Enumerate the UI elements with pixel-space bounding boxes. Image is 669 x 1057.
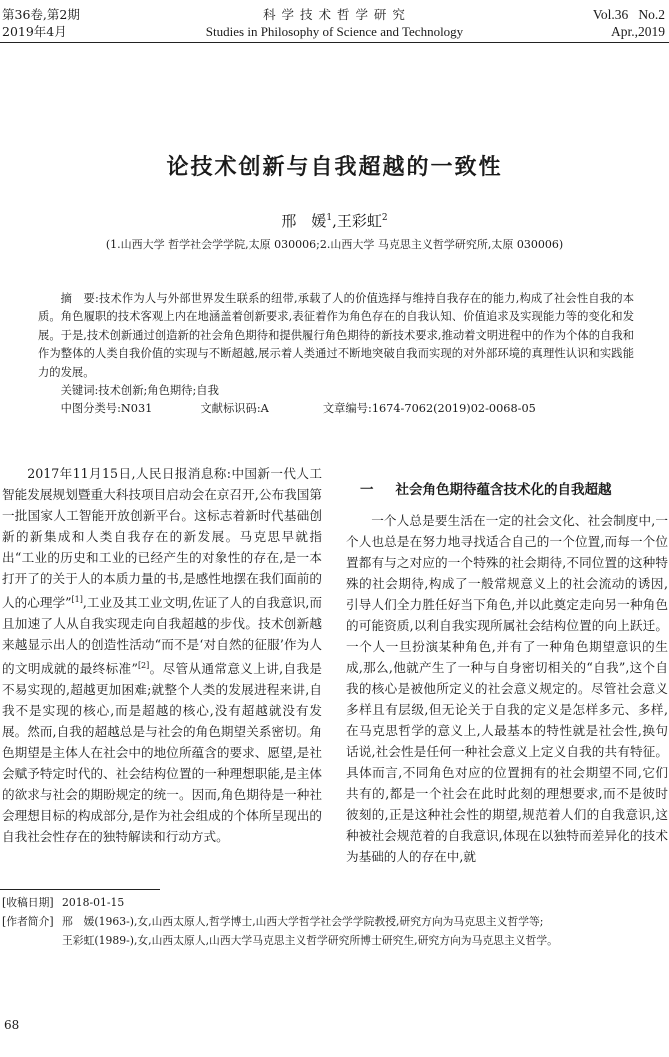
body-paragraph [2,463,322,847]
citation-ref: [2] [137,661,150,671]
keywords-label: 关键词: [60,384,99,398]
journal-title-cn: 科 学 技 术 哲 学 研 究 [263,7,406,22]
body-paragraph: 一个人总是要生活在一定的社会文化、社会制度中,一个人也总是在努力地寻找适合自己的一个位置,而每一个位置都有与之对应的一个特殊的社会期待,不同位置的这种特殊的社会期待,构成了一般常规意义上的社会流动的诱因,引导人们全力胜任好当下角色,并以此奠定走向另一种角色的可能资质,以利自我实现所属社会结构位置的向上跃迁。一个人一旦扮演某种角色,并有了一种角色期望意识的生成,那么,他就产生了一种与自身密切相关的“自我”,这个自我的核心是被他所定义的社会意义规定的。尽管社会意义多样且有层级,但无论关于自我的定义是怎样多元、多样,在马克思哲学的意义上,人最基本的特性就是社会性,换句话说,社会性是任何一种社会意义上定义自我的共有特征。具体而言,不同角色对应的位置拥有的社会期望不同,它们共有的,都是一个社会在此时此刻的理想要求,而不是彼时彼刻的,正是这种社会性的期望,规范着人们的自我意识,这种被社会规范着的自我意识,体现在以独特而差异化的技术为基础的人的存在中,就 [346,513,668,864]
received-date-note [2,893,664,912]
author-bio-note-2 [62,931,666,950]
right-column [346,510,668,867]
page-number: 68 [4,1018,20,1032]
keywords-value: 技术创新;角色期待;自我 [98,384,219,398]
author-2-marker: 2 [381,213,388,223]
journal-date: 2019年4月 [2,24,67,39]
classification-line [38,400,634,418]
doc-code-value: A [260,402,269,416]
left-column [2,463,322,847]
author-2: 王彩虹 [336,212,382,230]
body-text: 。尽管从通常意义上讲,自我是不易实现的,超越更加困难;就整个人类的发展进程来讲,自我不是实现的核心,而是超越的核心,没有超越就没有发展。然而,自我的超越总是与社会的角色期望关系密切。角色期望是主体人在社会中的地位所蕴含的要求、愿望,是社会赋予特定时代的、社会结构位置的一种理想职能,是主体的欲求与社会的期盼规定的统一。因而,角色期待是一种社会理想目标的构成部分,是作为社会组成的个体所呈现出的自我社会性存在的独特解读和行动方式。 [2,661,322,845]
author-bio-label: [作者简介] [2,915,54,928]
journal-volume-en: Vol.36 No.2 [592,7,665,22]
section-heading [346,478,668,498]
author-1-marker: 1 [326,213,333,223]
article-title: 论技术创新与自我超越的一致性 [166,154,503,180]
footnote-rule [0,889,160,890]
journal-title-en: Studies in Philosophy of Science and Technology [205,24,464,39]
abstract-paragraph [38,290,634,382]
body-text: 2017年11月15日,人民日报消息称:中国新一代人工智能发展规划暨重大科技项目启动会在京召开,公布我国第一批国家人工智能开放创新平台。这标志着新时代基础创新的新集成和人类自我存在的新发展。马克思早就指出“工业的历史和工业的已经产生的对象性的存在,是一本打开了的关于人的本质力量的书,是感性地摆在我们面前的人的心理学” [2,466,322,611]
abstract-label: 摘 要: [60,292,99,305]
keywords-line [38,382,634,400]
affiliation: (1.山西大学 哲学社会学学院,太原 030006;2.山西大学 马克思主义哲学研究所,太原 030006) [105,238,564,251]
author-bio-2: 王彩虹(1989-),女,山西太原人,山西大学马克思主义哲学研究所博士研究生,研究方向为马克思主义哲学。 [62,934,558,947]
journal-date-en: Apr.,2019 [611,24,665,39]
received-value: 2018-01-15 [62,896,125,909]
citation-ref: [1] [71,595,83,604]
article-number-label: 文章编号: [322,402,372,416]
abstract-block [38,290,634,419]
author-bio-note [2,912,664,931]
article-number-value: 1674-7062(2019)02-0068-05 [371,402,536,416]
section-number: 一 [360,482,374,498]
abstract-text: 技术作为人与外部世界发生联系的纽带,承载了人的价值选择与维持自我存在的能力,构成了社会性自我的本质。角色履职的技术客观上内在地涵盖着创新要求,表征着作为角色存在的自我认知、价值追求及实现能力等的变化和发展。于是,技术创新通过创造新的社会角色期待和提供履行角色期待的新技术要求,推动着文明进程中的作为个体的自我和作为整体的人类自我价值的实现与不断超越,展示着人类通过不断地突破自我而实现的对外部环境的真理性认识和实践能力的发展。 [38,292,634,379]
author-bio-1: 邢 媛(1963-),女,山西太原人,哲学博士,山西大学哲学社会学学院教授,研究方向为马克思主义哲学等; [62,915,544,928]
journal-volume-issue: 第36卷,第2期 [2,7,80,22]
header-rule [0,42,669,43]
clc-label: 中图分类号: [60,402,121,416]
clc-value: N031 [120,402,153,416]
received-label: [收稿日期] [2,896,54,909]
doc-code-label: 文献标识码: [200,402,261,416]
body-text: ,工业及其工业文明,佐证了人的自我意识,而且加速了人从自我实现走向自我超越的步伐。技术创新越来越显示出人的创造性活动“而不是‘对自然的征服’作为人的文明成就的最终标准” [2,595,322,677]
author-1: 邢 媛 [281,212,327,230]
author-separator: , [332,212,337,230]
author-line [0,210,669,231]
section-title: 社会角色期待蕴含技术化的自我超越 [395,482,612,498]
